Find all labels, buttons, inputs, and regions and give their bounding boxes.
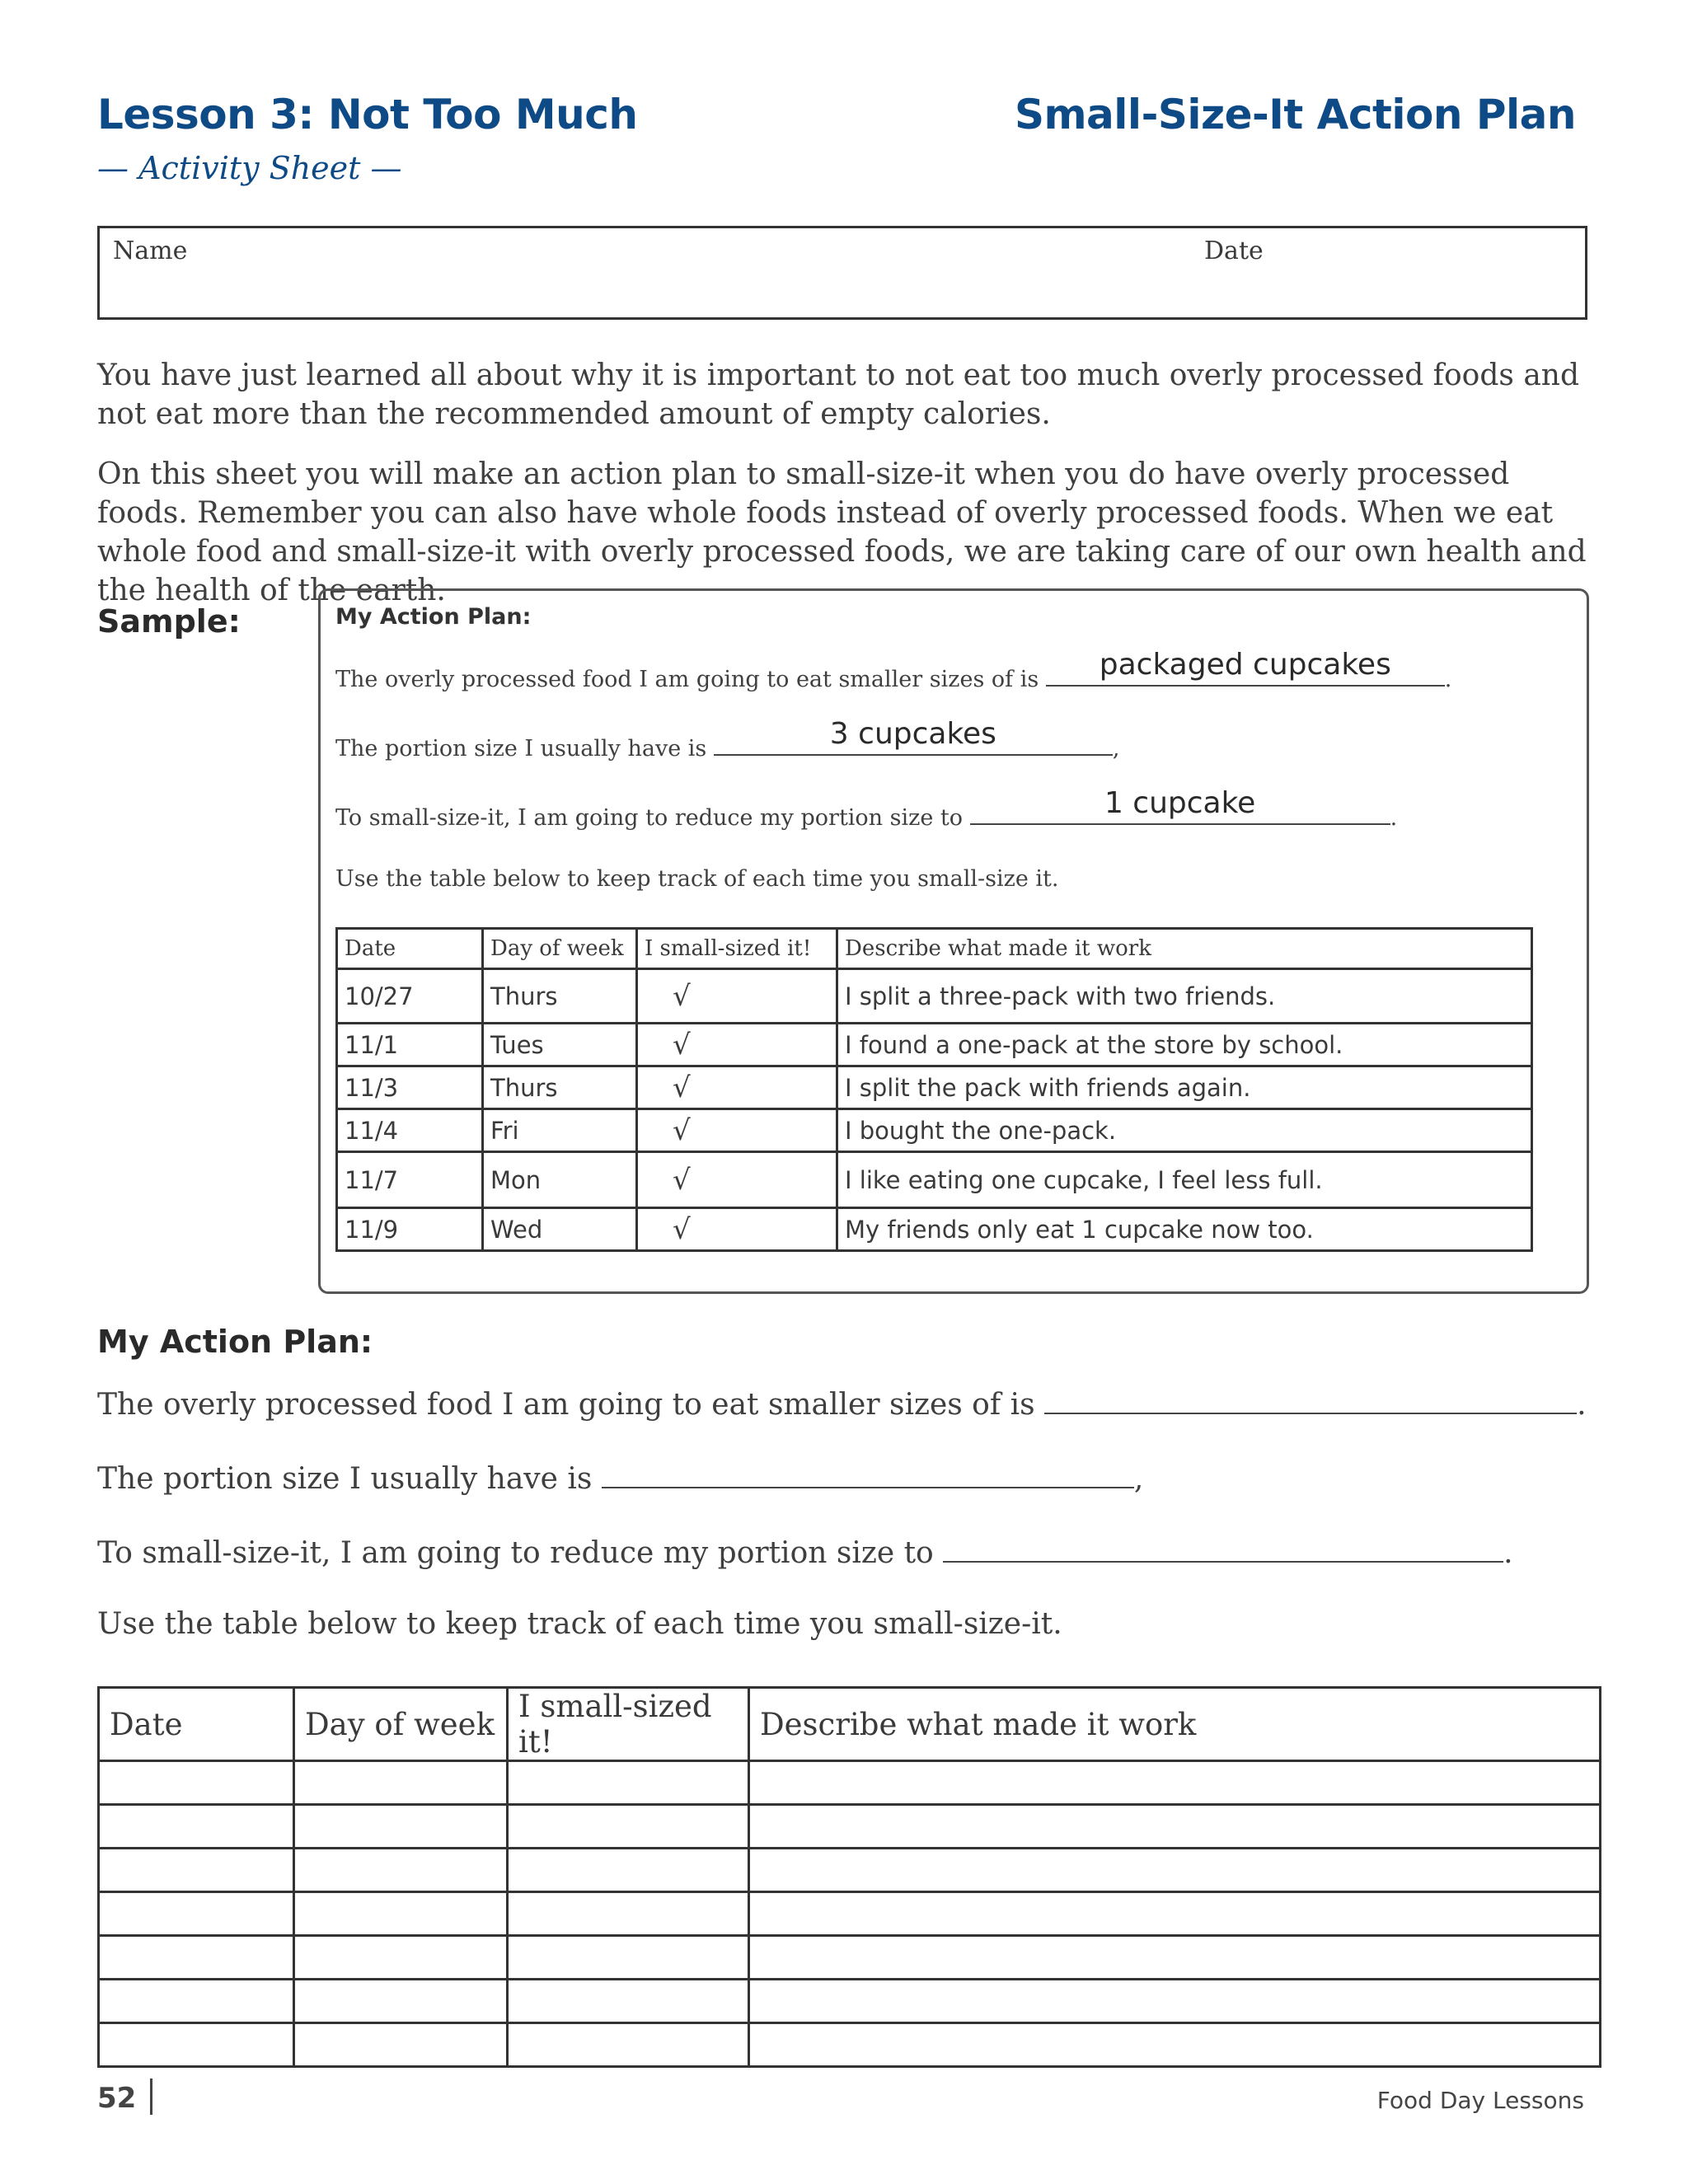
empty-cell-day[interactable] bbox=[294, 1805, 508, 1849]
sample-portion-line bbox=[335, 717, 1120, 762]
table-row bbox=[99, 1805, 1601, 1849]
sample-reduce-blank bbox=[970, 786, 1390, 825]
row-description: I split the pack with friends again. bbox=[837, 1066, 1532, 1109]
sample-table-prompt: Use the table below to keep track of each time you small-size it. bbox=[335, 866, 1059, 892]
table-row bbox=[99, 1936, 1601, 1980]
checkmark-icon: √ bbox=[637, 1109, 837, 1152]
row-description: I bought the one-pack. bbox=[837, 1109, 1532, 1152]
row-description: I split a three-pack with two friends. bbox=[837, 969, 1532, 1024]
empty-cell-day[interactable] bbox=[294, 1849, 508, 1892]
row-date: 11/9 bbox=[337, 1208, 483, 1251]
empty-cell-date[interactable] bbox=[99, 2023, 294, 2067]
activity-sheet-subtitle: — Activity Sheet — bbox=[97, 150, 402, 186]
my-portion-prompt: The portion size I usually have is bbox=[97, 1462, 593, 1496]
date-label: Date bbox=[1204, 237, 1264, 265]
row-day: Tues bbox=[483, 1024, 637, 1066]
my-table-prompt: Use the table below to keep track of each time you small-size-it. bbox=[97, 1607, 1062, 1641]
table-row bbox=[99, 1761, 1601, 1805]
table-header-row bbox=[99, 1688, 1601, 1761]
period: . bbox=[1444, 667, 1452, 692]
checkmark-icon: √ bbox=[637, 1208, 837, 1251]
intro-paragraph-1: You have just learned all about why it is important to not eat too much overly processed foods and not eat more than the recommended amount of empty calories. bbox=[97, 359, 1580, 431]
empty-cell-describe[interactable] bbox=[749, 1936, 1601, 1980]
name-date-box[interactable] bbox=[97, 226, 1587, 320]
table-row bbox=[99, 1980, 1601, 2023]
empty-cell-date[interactable] bbox=[99, 1849, 294, 1892]
sample-plan-title: My Action Plan: bbox=[335, 604, 532, 630]
my-reduce-prompt: To small-size-it, I am going to reduce my portion size to bbox=[97, 1536, 934, 1570]
page-number: 52 bbox=[97, 2082, 137, 2115]
table-row bbox=[99, 2023, 1601, 2067]
empty-cell-small-sized[interactable] bbox=[508, 1980, 749, 2023]
checkmark-icon: √ bbox=[637, 969, 837, 1024]
sample-action-plan-box bbox=[318, 588, 1589, 1294]
empty-cell-describe[interactable] bbox=[749, 1980, 1601, 2023]
sample-reduce-answer: 1 cupcake bbox=[1104, 786, 1256, 820]
page-number-divider bbox=[150, 2079, 152, 2115]
column-header-small-sized: I small-sized it! bbox=[508, 1688, 749, 1761]
sample-food-blank bbox=[1046, 648, 1445, 687]
comma: , bbox=[1133, 1462, 1144, 1496]
my-plan-title: My Action Plan: bbox=[97, 1324, 373, 1360]
column-header-date: Date bbox=[99, 1688, 294, 1761]
row-date: 11/4 bbox=[337, 1109, 483, 1152]
column-header-describe: Describe what made it work bbox=[837, 929, 1532, 969]
row-day: Fri bbox=[483, 1109, 637, 1152]
sample-reduce-prompt: To small-size-it, I am going to reduce my portion size to bbox=[335, 805, 964, 831]
row-date: 11/1 bbox=[337, 1024, 483, 1066]
table-row bbox=[99, 1892, 1601, 1936]
empty-cell-small-sized[interactable] bbox=[508, 1892, 749, 1936]
empty-cell-day[interactable] bbox=[294, 1892, 508, 1936]
my-portion-blank[interactable] bbox=[602, 1457, 1134, 1488]
row-description: I like eating one cupcake, I feel less full. bbox=[837, 1152, 1532, 1208]
period: . bbox=[1577, 1388, 1587, 1422]
empty-cell-small-sized[interactable] bbox=[508, 2023, 749, 2067]
row-description: My friends only eat 1 cupcake now too. bbox=[837, 1208, 1532, 1251]
sample-label: Sample: bbox=[97, 603, 241, 640]
row-date: 11/3 bbox=[337, 1066, 483, 1109]
my-reduce-blank[interactable] bbox=[943, 1531, 1503, 1563]
table-header-row bbox=[337, 929, 1532, 969]
my-tracking-table bbox=[97, 1686, 1601, 2068]
period: . bbox=[1503, 1536, 1513, 1570]
empty-cell-date[interactable] bbox=[99, 1761, 294, 1805]
empty-cell-day[interactable] bbox=[294, 2023, 508, 2067]
checkmark-icon: √ bbox=[637, 1066, 837, 1109]
name-label: Name bbox=[113, 237, 188, 265]
period: . bbox=[1390, 805, 1398, 831]
empty-cell-day[interactable] bbox=[294, 1936, 508, 1980]
empty-cell-day[interactable] bbox=[294, 1761, 508, 1805]
comma: , bbox=[1112, 736, 1120, 762]
empty-cell-date[interactable] bbox=[99, 1892, 294, 1936]
footer-source: Food Day Lessons bbox=[1376, 2087, 1584, 2114]
empty-cell-describe[interactable] bbox=[749, 2023, 1601, 2067]
row-day: Thurs bbox=[483, 1066, 637, 1109]
sample-reduce-line bbox=[335, 786, 1398, 831]
empty-cell-describe[interactable] bbox=[749, 1761, 1601, 1805]
table-row bbox=[337, 1109, 1532, 1152]
column-header-small-sized: I small-sized it! bbox=[637, 929, 837, 969]
sample-portion-blank bbox=[714, 717, 1113, 756]
sample-food-line bbox=[335, 648, 1452, 692]
sample-food-answer: packaged cupcakes bbox=[1099, 648, 1391, 682]
row-date: 11/7 bbox=[337, 1152, 483, 1208]
column-header-date: Date bbox=[337, 929, 483, 969]
empty-cell-small-sized[interactable] bbox=[508, 1849, 749, 1892]
row-day: Thurs bbox=[483, 969, 637, 1024]
empty-cell-day[interactable] bbox=[294, 1980, 508, 2023]
my-food-line bbox=[97, 1383, 1587, 1422]
table-row bbox=[337, 1024, 1532, 1066]
my-reduce-line bbox=[97, 1531, 1513, 1570]
checkmark-icon: √ bbox=[637, 1152, 837, 1208]
table-row bbox=[99, 1849, 1601, 1892]
lesson-title: Lesson 3: Not Too Much bbox=[97, 91, 638, 138]
column-header-day: Day of week bbox=[483, 929, 637, 969]
sample-portion-answer: 3 cupcakes bbox=[829, 717, 996, 751]
empty-cell-date[interactable] bbox=[99, 1980, 294, 2023]
table-row bbox=[337, 1208, 1532, 1251]
my-food-prompt: The overly processed food I am going to eat smaller sizes of is bbox=[97, 1388, 1035, 1422]
row-day: Mon bbox=[483, 1152, 637, 1208]
checkmark-icon: √ bbox=[637, 1024, 837, 1066]
row-description: I found a one-pack at the store by school. bbox=[837, 1024, 1532, 1066]
table-row bbox=[337, 1066, 1532, 1109]
column-header-day: Day of week bbox=[294, 1688, 508, 1761]
empty-cell-describe[interactable] bbox=[749, 1805, 1601, 1849]
sheet-title: Small-Size-It Action Plan bbox=[1014, 91, 1576, 138]
empty-cell-small-sized[interactable] bbox=[508, 1936, 749, 1980]
column-header-describe: Describe what made it work bbox=[749, 1688, 1601, 1761]
empty-cell-date[interactable] bbox=[99, 1805, 294, 1849]
table-row bbox=[337, 1152, 1532, 1208]
empty-cell-date[interactable] bbox=[99, 1936, 294, 1980]
intro-paragraph-2: On this sheet you will make an action plan to small-size-it when you do have overly processed foods. Remember you can also have whole foods instead of overly processed foods. When we eat whole food and small-size-it with overly processed foods, we are taking care of our own health and the health of the earth. bbox=[97, 457, 1587, 607]
empty-cell-describe[interactable] bbox=[749, 1892, 1601, 1936]
my-portion-line bbox=[97, 1457, 1143, 1496]
row-date: 10/27 bbox=[337, 969, 483, 1024]
sample-portion-prompt: The portion size I usually have is bbox=[335, 736, 707, 762]
my-table-body bbox=[99, 1761, 1601, 2067]
row-day: Wed bbox=[483, 1208, 637, 1251]
my-food-blank[interactable] bbox=[1044, 1383, 1577, 1414]
empty-cell-describe[interactable] bbox=[749, 1849, 1601, 1892]
empty-cell-small-sized[interactable] bbox=[508, 1761, 749, 1805]
table-row bbox=[337, 969, 1532, 1024]
empty-cell-small-sized[interactable] bbox=[508, 1805, 749, 1849]
sample-tracking-table bbox=[335, 927, 1533, 1252]
sample-food-prompt: The overly processed food I am going to eat smaller sizes of is bbox=[335, 667, 1039, 692]
